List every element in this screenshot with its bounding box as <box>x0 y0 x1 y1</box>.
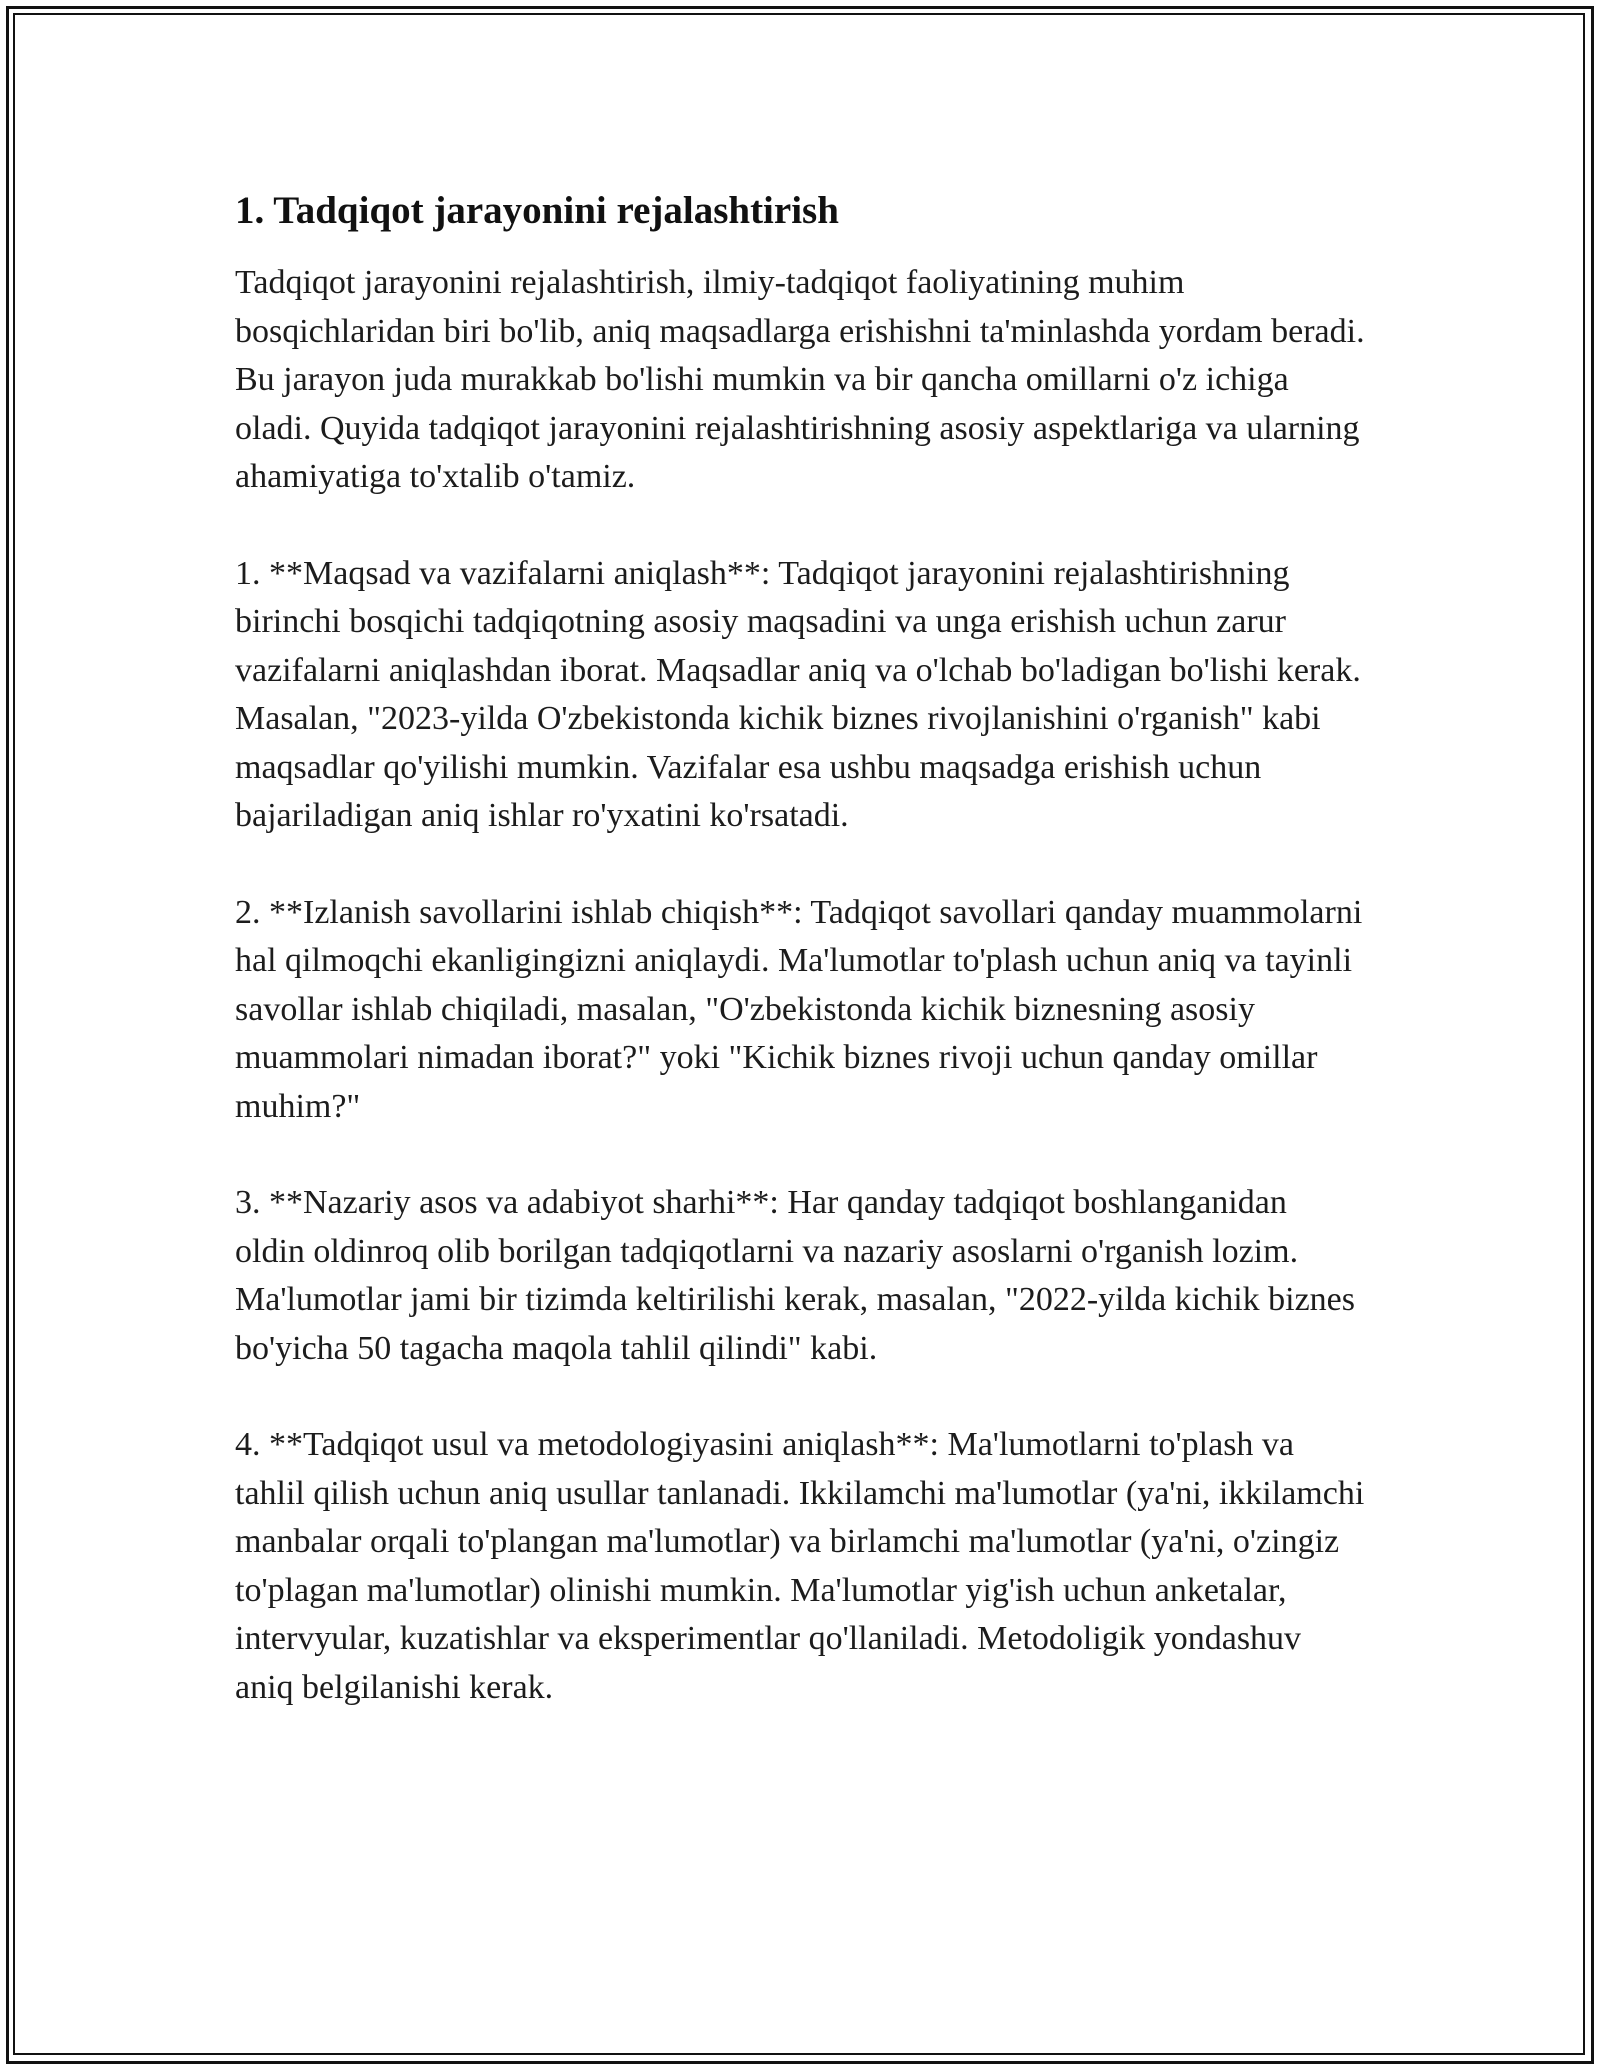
section-1-paragraph: 1. **Maqsad va vazifalarni aniqlash**: Tadqiqot jarayonini rejalashtirishning birinchi bosqichi tadqiqotning asosiy maqsadini va unga erishish uchun zarur vazifalarni aniqlashdan iborat. Maqsadlar aniq va o'lchab bo'ladigan bo'lishi kerak. Masalan, "2023-yilda O'zbekistonda kichik biznes rivojlanishini o'rganish" kabi maqsadlar qo'yilishi mumkin. Vazifalar esa ushbu maqsadga erishish uchun bajariladigan aniq ishlar ro'yxatini ko'rsatadi. <box>235 554 1361 834</box>
document-body <box>235 185 1365 1760</box>
section-4-paragraph: 4. **Tadqiqot usul va metodologiyasini aniqlash**: Ma'lumotlarni to'plash va tahlil qilish uchun aniq usullar tanlanadi. Ikkilamchi ma'lumotlar (ya'ni, ikkilamchi manbalar orqali to'plangan ma'lumotlar) va birlamchi ma'lumotlar (ya'ni, o'zingiz to'plagan ma'lumotlar) olinishi mumkin. Ma'lumotlar yig'ish uchun anketalar, intervyular, kuzatishlar va eksperimentlar qo'llaniladi. Metodoligik yondashuv aniq belgilanishi kerak. <box>235 1426 1365 1706</box>
document-title: 1. Tadqiqot jarayonini rejalashtirish <box>235 189 839 232</box>
section-2-paragraph: 2. **Izlanish savollarini ishlab chiqish**: Tadqiqot savollari qanday muammolarni hal qilmoqchi ekanligingizni aniqlaydi. Ma'lumotlar to'plash uchun aniq va tayinli savollar ishlab chiqiladi, masalan, "O'zbekistonda kichik biznesning asosiy muammolari nimadan iborat?" yoki "Kichik biznes rivoji uchun qanday omillar muhim?" <box>235 893 1363 1125</box>
section-3-paragraph: 3. **Nazariy asos va adabiyot sharhi**: Har qanday tadqiqot boshlanganidan oldin oldinroq olib borilgan tadqiqotlarni va nazariy asoslarni o'rganish lozim. Ma'lumotlar jami bir tizimda keltirilishi kerak, masalan, "2022-yilda kichik biznes bo'yicha 50 tagacha maqola tahlil qilindi" kabi. <box>235 1184 1356 1367</box>
intro-paragraph: Tadqiqot jarayonini rejalashtirish, ilmiy-tadqiqot faoliyatining muhim bosqichlaridan biri bo'lib, aniq maqsadlarga erishishni ta'minlashda yordam beradi. Bu jarayon juda murakkab bo'lishi mumkin va bir qancha omillarni o'z ichiga oladi. Quyida tadqiqot jarayonini rejalashtirishning asosiy aspektlariga va ularning ahamiyatiga to'xtalib o'tamiz. <box>235 264 1365 495</box>
